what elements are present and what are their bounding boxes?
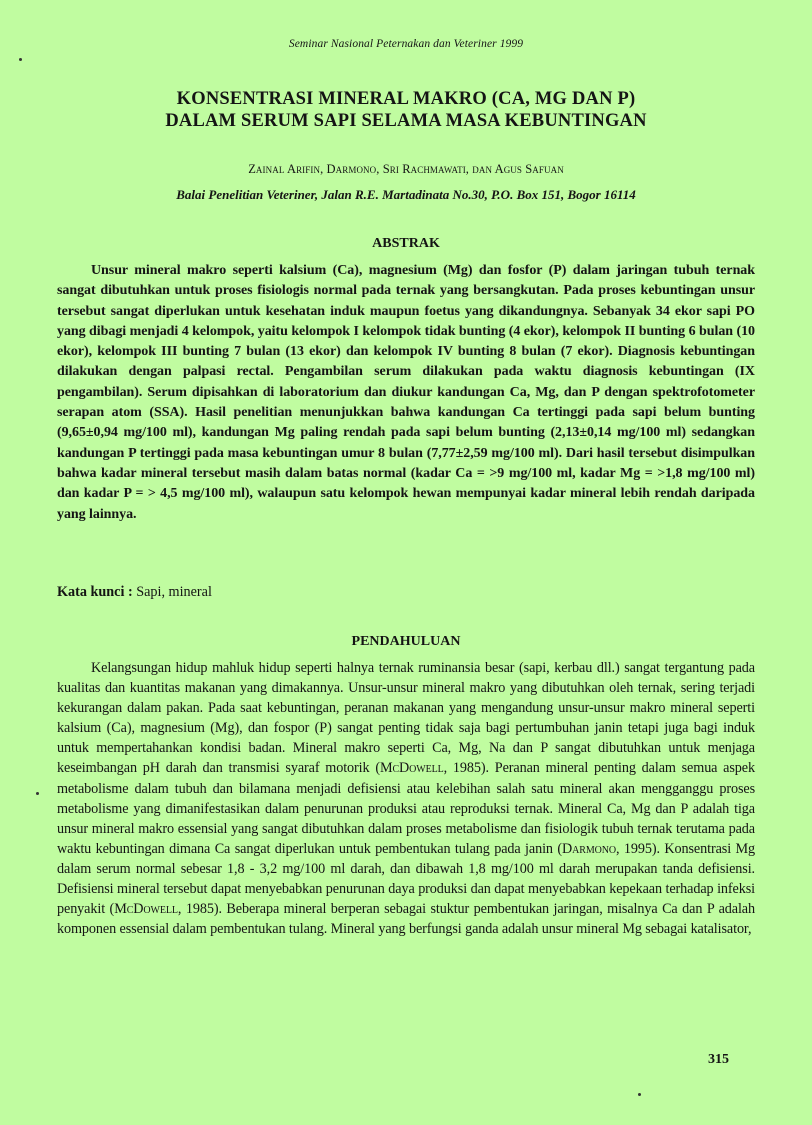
introduction-text — [57, 658, 755, 939]
keywords-value: Sapi, mineral — [136, 584, 212, 600]
intro-text-segment: Kelangsungan hidup mahluk hidup seperti halnya ternak ruminansia besar (sapi, kerbau dll.) sangat tergantung pada kualitas dan kuantitas makanan yang dimakannya. Unsur-unsur mineral makro yang dibutuhkan oleh ternak, sering terjadi kekurangan dalam pakan. Pada saat kebuntingan, peranan makanan yang mengandung unsur-unsur makro mineral seperti kalsium (Ca), magnesium (Mg), dan fospor (P) sangat penting tidak saja bagi pertumbuhan janin tetapi juga bagi induk untuk mempertahankan kondisi badan. Mineral makro seperti Ca, Mg, Na dan P sangat dibutuhkan untuk menjaga keseimbangan pH darah dan transmisi syaraf motorik ( — [57, 660, 755, 777]
intro-text-segment: , 1985). Peranan mineral penting dalam semua aspek metabolisme dalam tubuh dan bilamana menjadi defisiensi atau kelebihan salah satu mineral akan mengganggu proses metabolisme yang dimanifestasikan dalam penurunan produksi atau reproduksi ternak. Mineral Ca, Mg dan P adalah tiga unsur mineral makro essensial yang sangat dibutuhkan dalam proses metabolisme dan fisiologik tubuh ternak terutama pada waktu kebuntingan dimana Ca sangat diperlukan untuk pembentukan tulang pada janin ( — [57, 760, 755, 857]
affiliation: Balai Penelitian Veteriner, Jalan R.E. Martadinata No.30, P.O. Box 151, Bogor 16114 — [176, 187, 636, 202]
intro-text-segment: , 1985). Beberapa mineral berperan sebagai stuktur pembentukan jaringan, misalnya Ca dan P adalah komponen essensial dalam pembentukan tulang. Mineral yang berfungsi ganda adalah unsur mineral Mg sebagai katalisator, — [57, 901, 756, 938]
paper-title — [40, 88, 772, 132]
keywords — [57, 584, 212, 601]
running-header: Seminar Nasional Peternakan dan Veteriner 1999 — [288, 38, 524, 50]
paper-title-line-1: KONSENTRASI MINERAL MAKRO (CA, MG DAN P) — [176, 89, 636, 109]
author-list: Zainal Arifin, Darmono, Sri Rachmawati, dan Agus Safuan — [248, 162, 564, 176]
intro-text-segment: , 1995). Konsentrasi Mg dalam serum normal sebesar 1,8 - 3,2 mg/100 ml darah, dan dibawah 1,8 mg/100 ml darah merupakan tanda defisiensi. Defisiensi mineral tersebut dapat menyebabkan penurunan daya produksi dan dapat menyebabkan kepekaan terhadap infeksi penyakit ( — [57, 840, 756, 918]
scan-speck — [36, 792, 39, 795]
paper-title-line-2: DALAM SERUM SAPI SELAMA MASA KEBUNTINGAN — [165, 111, 647, 131]
page-number: 315 — [708, 1052, 729, 1067]
citation-author: McDowell — [379, 760, 444, 777]
introduction-heading: PENDAHULUAN — [351, 634, 461, 649]
citation-author: Darmono — [562, 840, 616, 857]
abstract-text: Unsur mineral makro seperti kalsium (Ca), magnesium (Mg) dan fosfor (P) dalam jaringan tubuh ternak sangat dibutuhkan untuk proses fisiologis normal pada ternak yang bersangkutan. Pada proses kebuntingan unsur tersebut sangat diperlukan untuk kesehatan induk maupun foetus yang dikandungnya. Sebanyak 34 ekor sapi PO yang dibagi menjadi 4 kelompok, yaitu kelompok I kelompok tidak bunting (4 ekor), kelompok II bunting 6 bulan (10 ekor), kelompok III bunting 7 bulan (13 ekor) dan kelompok IV bunting 8 bulan (7 ekor). Diagnosis kebuntingan dilakukan dengan palpasi rectal. Pengambilan serum dilakukan pada waktu diagnosis kebuntingan (IX pengambilan). Serum dipisahkan di laboratorium dan diukur kandungan Ca, Mg, dan P dengan spektrofotometer serapan atom (SSA). Hasil penelitian menunjukkan bahwa kandungan Ca tertinggi pada sapi belum bunting (9,65±0,94 mg/100 ml), kandungan Mg paling rendah pada sapi belum bunting (2,13±0,14 mg/100 ml) sedangkan kandungan P tertinggi pada masa kebuntingan umur 8 bulan (7,77±2,59 mg/100 ml). Dari hasil tersebut disimpulkan bahwa kadar mineral tersebut masih dalam batas normal (kadar Ca = >9 mg/100 ml, kadar Mg = >1,8 mg/100 ml) dan kadar P = > 4,5 mg/100 ml), walaupun satu kelompok hewan mempunyai kadar mineral lebih rendah daripada yang lainnya. — [57, 263, 755, 522]
scan-speck — [19, 58, 22, 61]
abstract-heading: ABSTRAK — [372, 236, 440, 251]
keywords-label: Kata kunci : — [57, 584, 133, 600]
citation-author: McDowell — [114, 901, 178, 918]
scan-speck — [638, 1093, 641, 1096]
